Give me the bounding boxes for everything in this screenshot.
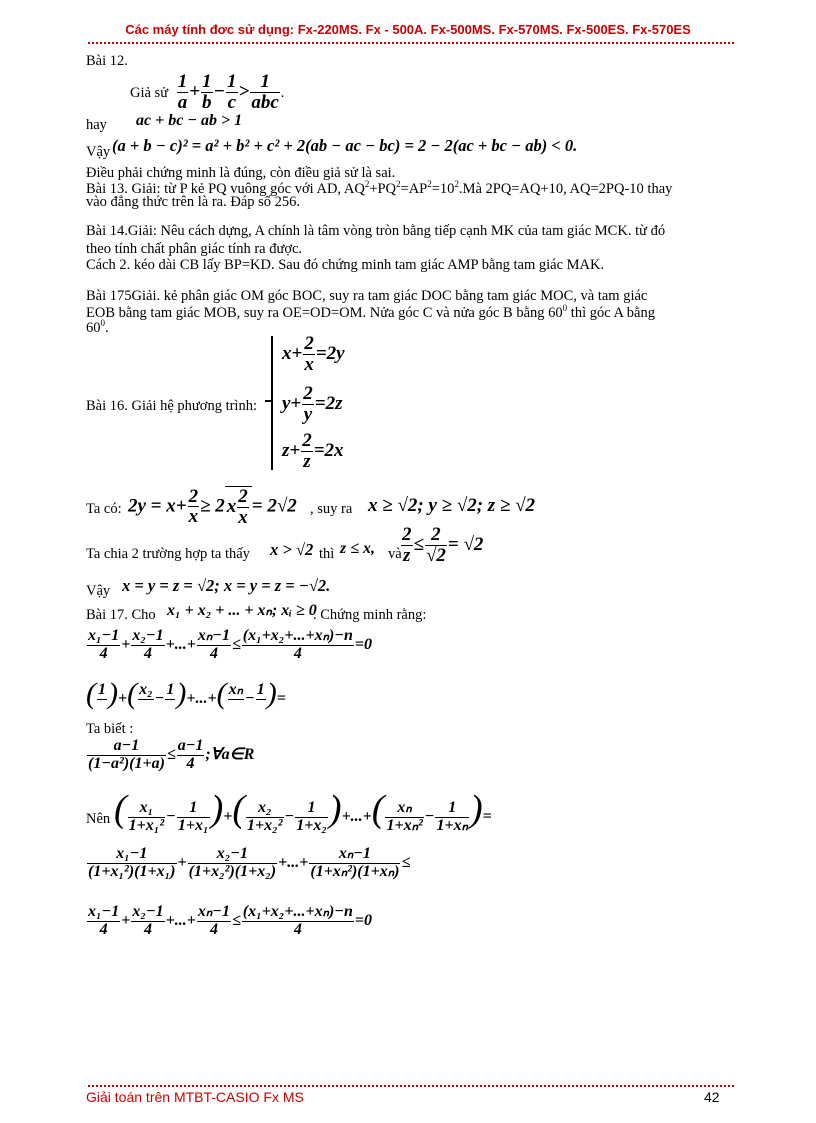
bai15-line1: Bài 175Giải. kẻ phân giác OM góc BOC, suy ra tam giác DOC bằng tam giác MOC, và tam giác bbox=[86, 288, 648, 304]
bai12-vay-label: Vậy bbox=[86, 144, 111, 160]
bai16-ta-co: Ta có: bbox=[86, 501, 122, 517]
system-brace bbox=[271, 336, 280, 470]
bai16-thi: thì bbox=[319, 546, 335, 562]
bai16-ineq-res: x ≥ √2; y ≥ √2; z ≥ √2 bbox=[368, 495, 536, 516]
bai16-label: Bài 16. Giải hệ phương trình: bbox=[86, 398, 257, 414]
bai12-title: Bài 12. bbox=[86, 53, 128, 69]
bai17-eq2: ( 1 )+( x₂ − 1 )+...+( xₙ − 1 )= bbox=[86, 677, 286, 710]
page-number: 42 bbox=[704, 1089, 720, 1105]
system-eq3: z+ $\frac{2}{z}$ =2x bbox=[282, 430, 344, 472]
bai16-vay: Vậy bbox=[86, 583, 111, 599]
bai14-line3: Cách 2. kéo dài CB lấy BP=KD. Sau đó chứng minh tam giác AMP bằng tam giác MAK. bbox=[86, 257, 605, 273]
bai16-case2: $\frac{2}{z}$ ≤ $\frac{2}{√2}$ = √2 bbox=[402, 524, 484, 566]
system-eq2: y+ $\frac{2}{y}$ =2z bbox=[282, 383, 343, 425]
bai17-condition: x₁ + x₂ + ... + xₙ; xᵢ ≥ 0 bbox=[167, 602, 317, 619]
bai17-ta-biet: Ta biết : bbox=[86, 721, 134, 737]
bai13-line2: vào đẳng thức trên là ra. Đáp số 256. bbox=[86, 194, 301, 210]
bai16-case1-res: z ≤ x, bbox=[340, 540, 376, 557]
bai12-gia-su-label: Giả sử bbox=[130, 84, 169, 101]
bai16-case1: x > √2 bbox=[270, 540, 314, 559]
header-divider bbox=[88, 42, 734, 44]
page-header: Các máy tính đơc sử dụng: Fx-220MS. Fx - 500A. Fx-500MS. Fx-570MS. Fx-500ES. Fx-570ES bbox=[125, 22, 691, 37]
footer-title: Giải toán trên MTBT-CASIO Fx MS bbox=[86, 1089, 304, 1105]
bai15-line2: EOB bằng tam giác MOB, suy ra OE=OD=OM. Nửa góc C và nửa góc B bằng $60^0$ thì góc A bằng bbox=[86, 303, 655, 321]
bai17-eq5: $\frac{\text{x₁−1}}{4}$ + $\frac{\text{x₂−1}}{4}$ +...+ $\frac{\text{xₙ−1}}{4}$ ≤ $\frac{\text{(x₁+x₂+...+xₙ)−n}}{4}$ =0 bbox=[88, 903, 373, 938]
bai13-line1: Bài 13. Giải: từ P kẻ PQ vuông góc với AD, $AQ^2+PQ^2=AP^2=10^2.Mà$ 2PQ=AQ+10, AQ=2PQ-10 thay bbox=[86, 179, 673, 197]
bai15-line3: $60^0$. bbox=[86, 318, 109, 336]
bai12-conclusion: Điều phải chứng minh là đúng, còn điều giả sử là sai. bbox=[86, 165, 396, 181]
bai14-line2: theo tính chất phân giác tính ra được. bbox=[86, 241, 303, 257]
bai12-gia-su-line: Giả sử $\frac{1}{a}$ + $\frac{1}{b}$ − $\frac{1}{c}$ > $\frac{1}{\text{abc}}$ . bbox=[130, 71, 285, 113]
bai12-hay-label: hay bbox=[86, 117, 107, 133]
bai17-nen: Nên bbox=[86, 811, 111, 827]
footer-divider bbox=[88, 1085, 734, 1087]
bai17-eq1: $\frac{\text{x₁−1}}{4}$ + $\frac{\text{x₂−1}}{4}$ +...+ $\frac{\text{xₙ−1}}{4}$ ≤ $\frac{\text{(x₁+x₂+...+xₙ)−n}}{4}$ =0 bbox=[88, 627, 373, 662]
bai16-ta-chia: Ta chia 2 trường hợp ta thấy bbox=[86, 546, 250, 562]
bai17-eq3: ( $\frac{\text{x₁}}{\text{1+x₁²}}$ − $\frac{1}{\text{1+x₁}}$ )+( $\frac{\text{x₂}}{\text{1+x₂²}}$ − $\frac{1}{\text{1+x₂}}$ )+...+( $\frac{\text{xₙ}}{\text{1+xₙ²}}$ − $\frac{1}{\text{1+xₙ}}$ )= bbox=[114, 788, 492, 834]
system-eq1: x+ $\frac{2}{x}$ =2y bbox=[282, 333, 345, 375]
bai17-cho: Bài 17. Cho bbox=[86, 607, 156, 623]
bai12-vay-equation: (a + b − c)² = a² + b² + c² + 2(ab − ac − bc) = 2 − 2(ac + bc − ab) < 0. bbox=[112, 136, 578, 155]
bai17-known: $\frac{a-1}{\text{(1−a²)(1+a)}}$ ≤ $\frac{a-1}{4}$ ;∀a∈R bbox=[88, 737, 255, 772]
bai16-answer: x = y = z = √2; x = y = z = −√2. bbox=[122, 576, 331, 595]
bai17-eq4: $\frac{\text{x₁−1}}{\text{(1+x₁²)(1+x₁)}}$ + $\frac{\text{x₂−1}}{\text{(1+x₂²)(1+x₂)}}$ +...+ $\frac{\text{xₙ−1}}{\text{(1+xₙ²)(1+xₙ)}}$ ≤ bbox=[88, 845, 411, 880]
bai16-va: và bbox=[388, 546, 402, 562]
bai12-hay-inequality: ac + bc − ab > 1 bbox=[136, 112, 243, 129]
bai16-suy-ra: , suy ra bbox=[310, 501, 353, 517]
bai16-amgm: 2y = x+ $\frac{2}{x}$ ≥ 2 x $\frac{2}{x}$ = 2√2 bbox=[128, 485, 297, 528]
bai17-chung-minh: . Chứng minh rằng: bbox=[313, 607, 427, 623]
bai14-line1: Bài 14.Giải: Nêu cách dựng, A chính là tâm vòng tròn bằng tiếp cạnh MK của tam giác MCK. từ đó bbox=[86, 223, 666, 239]
